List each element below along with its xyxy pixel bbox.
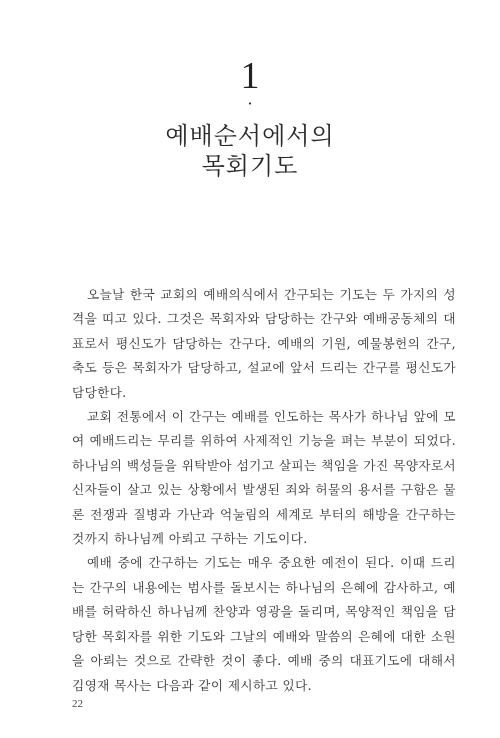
paragraph-3: 예배 중에 간구하는 기도는 매우 중요한 예전이 된다. 이때 드리는 간구의 내용에는 범사를 돌보시는 하나님의 은혜에 감사하고, 예배를 허락하신 하나님께 찬양과 영광을 돌리며, 목양적인 책임을 담당한 목회자를 위한 기도와 그날의 예배와 말씀의 은혜에 대한 소원을 아뢰는 것으로 간략한 것이 좋다. 예배 중의 대표기도에 대해서 김영재 목사는 다음과 같이 제시하고 있다. [72,555,456,693]
chapter-title-line-1: 예배순서에서의 [165,122,335,150]
chapter-number: 1 [240,55,260,97]
paragraph-1: 오늘날 한국 교회의 예배의식에서 간구되는 기도는 두 가지의 성격을 띠고 있다. 그것은 목회자와 담당하는 간구와 예배공동체의 대표로서 평신도가 담당하는 간구다. 예배의 기원, 예물봉헌의 간구, 축도 등은 목회자가 담당하고, 설교에 앞서 드리는 간구를 평신도가 담당한다. [72,287,456,400]
paragraph-2: 교회 전통에서 이 간구는 예배를 인도하는 목사가 하나님 앞에 모여 예배드리는 무리를 위하여 사제적인 기능을 펴는 부분이 되었다. 하나님의 백성들을 위탁받아 섬기고 살피는 책임을 가진 목양자로서 신자들이 살고 있는 상황에서 발생된 죄와 허물의 용서를 구함은 물론 전쟁과 질병과 가난과 억눌림의 세계로 부터의 해방을 간구하는 것까지 하나님께 아뢰고 구하는 기도이다. [72,409,456,547]
page-number: 22 [72,698,83,710]
chapter-separator-dot: · [247,94,253,113]
body-text [72,283,456,698]
chapter-title-line-2: 목회기도 [201,152,299,180]
